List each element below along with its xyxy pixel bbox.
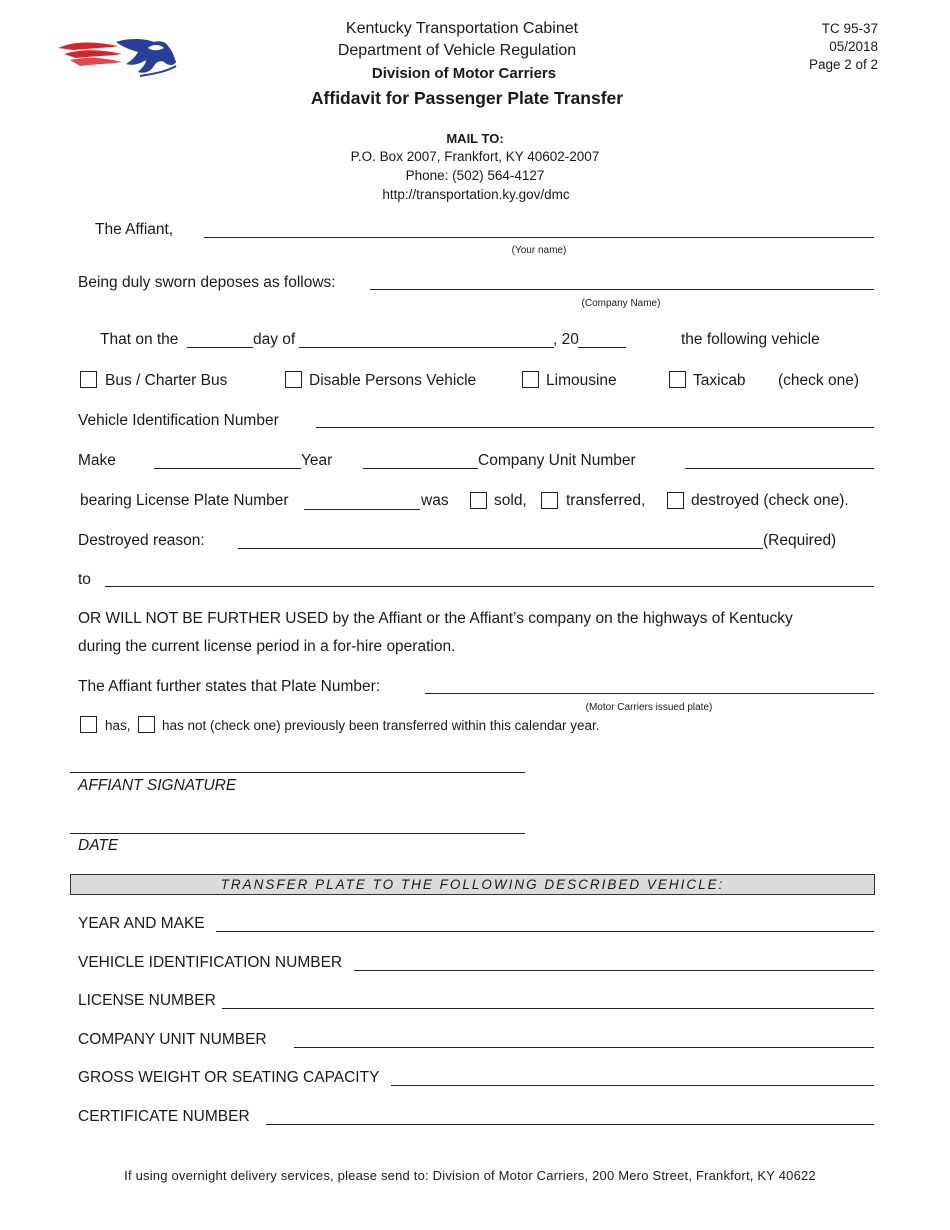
mc-plate-caption: (Motor Carriers issued plate) (585, 702, 713, 713)
has-not-label: has not (check one) previously been transferred within this calendar year. (162, 718, 600, 733)
bus-charter-label: Bus / Charter Bus (105, 372, 228, 389)
year-and-make-field[interactable] (216, 931, 874, 932)
year-and-make-label: YEAR AND MAKE (78, 915, 205, 932)
license-number-field[interactable] (222, 1008, 874, 1009)
form-number: TC 95-37 (821, 21, 878, 36)
to-label: to (78, 571, 91, 588)
make-label: Make (78, 452, 116, 469)
taxicab-label: Taxicab (693, 372, 746, 389)
day-of-label: day of (253, 331, 296, 348)
gross-weight-field[interactable] (391, 1085, 874, 1086)
disable-persons-label: Disable Persons Vehicle (309, 372, 477, 389)
signature-label: AFFIANT SIGNATURE (78, 777, 237, 794)
affiant-name-field[interactable] (204, 237, 874, 238)
sworn-label: Being duly sworn deposes as follows: (78, 274, 336, 291)
taxicab-checkbox[interactable] (669, 371, 686, 388)
division-name: Division of Motor Carriers (371, 65, 557, 82)
plate-label: bearing License Plate Number (80, 492, 289, 509)
company-name-caption: (Company Name) (581, 298, 661, 309)
year-field[interactable] (578, 347, 626, 348)
was-label: was (421, 492, 449, 509)
new-vin-field[interactable] (354, 970, 874, 971)
mail-phone: Phone: (502) 564-4127 (405, 168, 545, 183)
certificate-number-field[interactable] (266, 1124, 874, 1125)
new-vin-label: VEHICLE IDENTIFICATION NUMBER (78, 954, 343, 971)
destroyed-label: destroyed (check one). (691, 492, 849, 509)
transferred-checkbox[interactable] (541, 492, 558, 509)
destroyed-checkbox[interactable] (667, 492, 684, 509)
form-meta (809, 20, 878, 74)
page-title: Affidavit for Passenger Plate Transfer (310, 88, 624, 108)
plate-field[interactable] (304, 509, 420, 510)
company-name-field[interactable] (370, 289, 874, 290)
bus-charter-checkbox[interactable] (80, 371, 97, 388)
statement-line-2: during the current license period in a for-hire operation. (78, 638, 456, 655)
further-states-label: The Affiant further states that Plate Number: (78, 678, 381, 695)
license-number-label: LICENSE NUMBER (78, 992, 216, 1009)
agency-name: Kentucky Transportation Cabinet (345, 20, 579, 37)
overnight-note: If using overnight delivery services, please send to: Division of Motor Carriers, 200 Mero Street, Frankfort, KY 40622 (124, 1168, 816, 1183)
form-date: 05/2018 (829, 39, 878, 54)
vin-label: Vehicle Identification Number (78, 412, 279, 429)
mail-address: P.O. Box 2007, Frankfort, KY 40602-2007 (350, 149, 600, 164)
to-field[interactable] (105, 586, 874, 587)
date-label: DATE (78, 837, 119, 854)
page-number: Page 2 of 2 (808, 57, 878, 72)
date-field[interactable] (70, 833, 525, 834)
following-vehicle-label: the following vehicle (681, 331, 820, 348)
has-not-checkbox[interactable] (138, 716, 155, 733)
transferred-label: transferred, (566, 492, 646, 509)
gross-weight-label: GROSS WEIGHT OR SEATING CAPACITY (78, 1069, 380, 1086)
new-company-unit-label: COMPANY UNIT NUMBER (78, 1031, 267, 1048)
make-field[interactable] (154, 468, 301, 469)
mail-url[interactable]: http://transportation.ky.gov/dmc (382, 187, 570, 202)
company-unit-field[interactable] (685, 468, 874, 469)
signature-field[interactable] (70, 772, 525, 773)
mail-to-label: MAIL TO: (446, 131, 504, 146)
required-label: (Required) (763, 532, 837, 549)
your-name-caption: (Your name) (511, 245, 567, 256)
transfer-banner-text: TRANSFER PLATE TO THE FOLLOWING DESCRIBED VEHICLE: (220, 877, 725, 892)
transfer-banner (70, 874, 875, 895)
company-unit-label: Company Unit Number (478, 452, 636, 469)
check-one-label: (check one) (778, 372, 859, 389)
has-label: has, (105, 718, 131, 733)
new-company-unit-field[interactable] (294, 1047, 874, 1048)
limousine-checkbox[interactable] (522, 371, 539, 388)
day-field[interactable] (187, 347, 253, 348)
kentucky-horse-logo-icon (56, 36, 180, 78)
month-field[interactable] (299, 347, 554, 348)
sold-label: sold, (494, 492, 527, 509)
sold-checkbox[interactable] (470, 492, 487, 509)
limousine-label: Limousine (546, 372, 617, 389)
disable-persons-checkbox[interactable] (285, 371, 302, 388)
vehicle-year-field[interactable] (363, 468, 478, 469)
year-label: Year (301, 452, 333, 469)
department-name: Department of Vehicle Regulation (337, 42, 577, 59)
year-prefix-label: , 20 (553, 331, 579, 348)
has-checkbox[interactable] (80, 716, 97, 733)
further-plate-field[interactable] (425, 693, 874, 694)
destroyed-reason-field[interactable] (238, 548, 763, 549)
destroyed-reason-label: Destroyed reason: (78, 532, 205, 549)
that-on-the-label: That on the (100, 331, 179, 348)
statement-line-1: OR WILL NOT BE FURTHER USED by the Affiant or the Affiant’s company on the highways of Kentucky (78, 610, 793, 627)
affiant-label: The Affiant, (95, 221, 174, 238)
certificate-number-label: CERTIFICATE NUMBER (78, 1108, 250, 1125)
vin-field[interactable] (316, 427, 874, 428)
